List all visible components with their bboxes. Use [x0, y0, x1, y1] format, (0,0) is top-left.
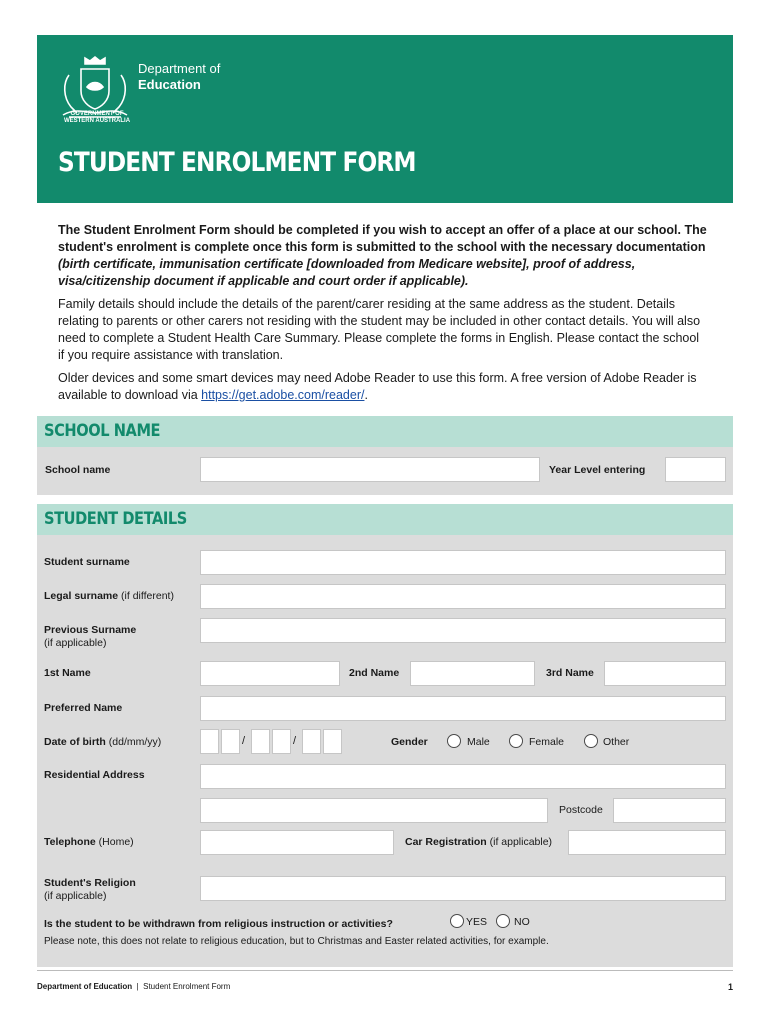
dob-year-digit-2[interactable]	[323, 729, 342, 754]
second-name-field[interactable]	[410, 661, 535, 686]
student-surname-field[interactable]	[200, 550, 726, 575]
government-caption: GOVERNMENT OF WESTERN AUSTRALIA	[63, 111, 131, 124]
gender-other-radio[interactable]	[584, 734, 598, 748]
dob-day-digit-2[interactable]	[221, 729, 240, 754]
residential-address-label: Residential Address	[44, 769, 145, 781]
intro-paragraph-3: Older devices and some smart devices may need Adobe Reader to use this form. A free version of Adobe Reader is available to download via https://get.adobe.com/reader/.	[58, 371, 697, 402]
intro-text	[58, 222, 708, 410]
withdrawn-no-radio[interactable]	[496, 914, 510, 928]
gender-other-label: Other	[603, 736, 630, 748]
postcode-label: Postcode	[559, 804, 603, 816]
legal-surname-field[interactable]	[200, 584, 726, 609]
religion-field[interactable]	[200, 876, 726, 901]
postcode-field[interactable]	[613, 798, 726, 823]
dob-separator: /	[242, 735, 246, 747]
student-surname-label: Student surname	[44, 556, 130, 568]
third-name-field[interactable]	[604, 661, 726, 686]
first-name-field[interactable]	[200, 661, 340, 686]
gender-female-label: Female	[529, 736, 565, 748]
legal-surname-label: Legal surname (if different)	[44, 590, 174, 602]
car-registration-field[interactable]	[568, 830, 726, 855]
student-details-section-header: STUDENT DETAILS	[37, 504, 733, 535]
withdrawn-yes-label: YES	[466, 916, 488, 928]
religion-label: Student's Religion (if applicable)	[44, 877, 136, 902]
student-details-panel	[37, 535, 733, 967]
school-name-section-header: SCHOOL NAME	[37, 416, 733, 447]
preferred-name-field[interactable]	[200, 696, 726, 721]
withdrawn-note: Please note, this does not relate to religious education, but to Christmas and Easter related activities, for example.	[44, 936, 549, 947]
dob-month-digit-1[interactable]	[251, 729, 270, 754]
dob-separator: /	[293, 735, 297, 747]
dob-label: Date of birth (dd/mm/yy)	[44, 736, 162, 748]
page-footer	[37, 970, 733, 992]
third-name-label: 3rd Name	[546, 667, 594, 679]
school-name-label: School name	[45, 464, 111, 476]
page-header	[37, 35, 733, 203]
residential-address-line-2[interactable]	[200, 798, 548, 823]
telephone-label: Telephone (Home)	[44, 836, 134, 848]
department-name: Department of Education	[138, 61, 221, 92]
gender-male-label: Male	[467, 736, 490, 748]
school-name-field[interactable]	[200, 457, 540, 482]
year-level-field[interactable]	[665, 457, 726, 482]
residential-address-line-1[interactable]	[200, 764, 726, 789]
gender-female-radio[interactable]	[509, 734, 523, 748]
car-registration-label: Car Registration (if applicable)	[405, 836, 553, 848]
second-name-label: 2nd Name	[349, 667, 400, 679]
preferred-name-label: Preferred Name	[44, 702, 123, 714]
dob-day-digit-1[interactable]	[200, 729, 219, 754]
intro-paragraph-2: Family details should include the details of the parent/carer residing at the same address as the student. Details relating to parents or other carers not residing with the student may be included in other contact details. You will also need to complete a Student Health Care Summary. Please complete the forms in English. Please contact the school if you require assistance with translation.	[58, 297, 701, 362]
wa-coat-of-arms-logo	[55, 53, 135, 147]
page-title: STUDENT ENROLMENT FORM	[58, 147, 416, 178]
dob-month-digit-2[interactable]	[272, 729, 291, 754]
telephone-field[interactable]	[200, 830, 394, 855]
previous-surname-field[interactable]	[200, 618, 726, 643]
previous-surname-label: Previous Surname (if applicable)	[44, 624, 137, 649]
intro-paragraph-1: The Student Enrolment Form should be completed if you wish to accept an offer of a place at our school. The student's enrolment is complete once this form is submitted to the school with the necessary documentation (birth certificate, immunisation certificate [downloaded from Medicare website], proof of address, visa/citizenship document if applicable and court order if applicable).	[58, 223, 707, 288]
first-name-label: 1st Name	[44, 667, 91, 679]
withdrawn-no-label: NO	[514, 916, 530, 928]
page-number: 1	[727, 982, 733, 992]
gender-label: Gender	[391, 736, 428, 748]
footer-text: Department of Education | Student Enrolment Form	[37, 982, 231, 991]
adobe-reader-link[interactable]: https://get.adobe.com/reader/	[201, 388, 365, 402]
dob-year-digit-1[interactable]	[302, 729, 321, 754]
gender-male-radio[interactable]	[447, 734, 461, 748]
school-name-panel	[37, 447, 733, 495]
withdrawn-yes-radio[interactable]	[450, 914, 464, 928]
year-level-label: Year Level entering	[549, 464, 646, 476]
withdrawn-question: Is the student to be withdrawn from religious instruction or activities?	[44, 918, 393, 930]
